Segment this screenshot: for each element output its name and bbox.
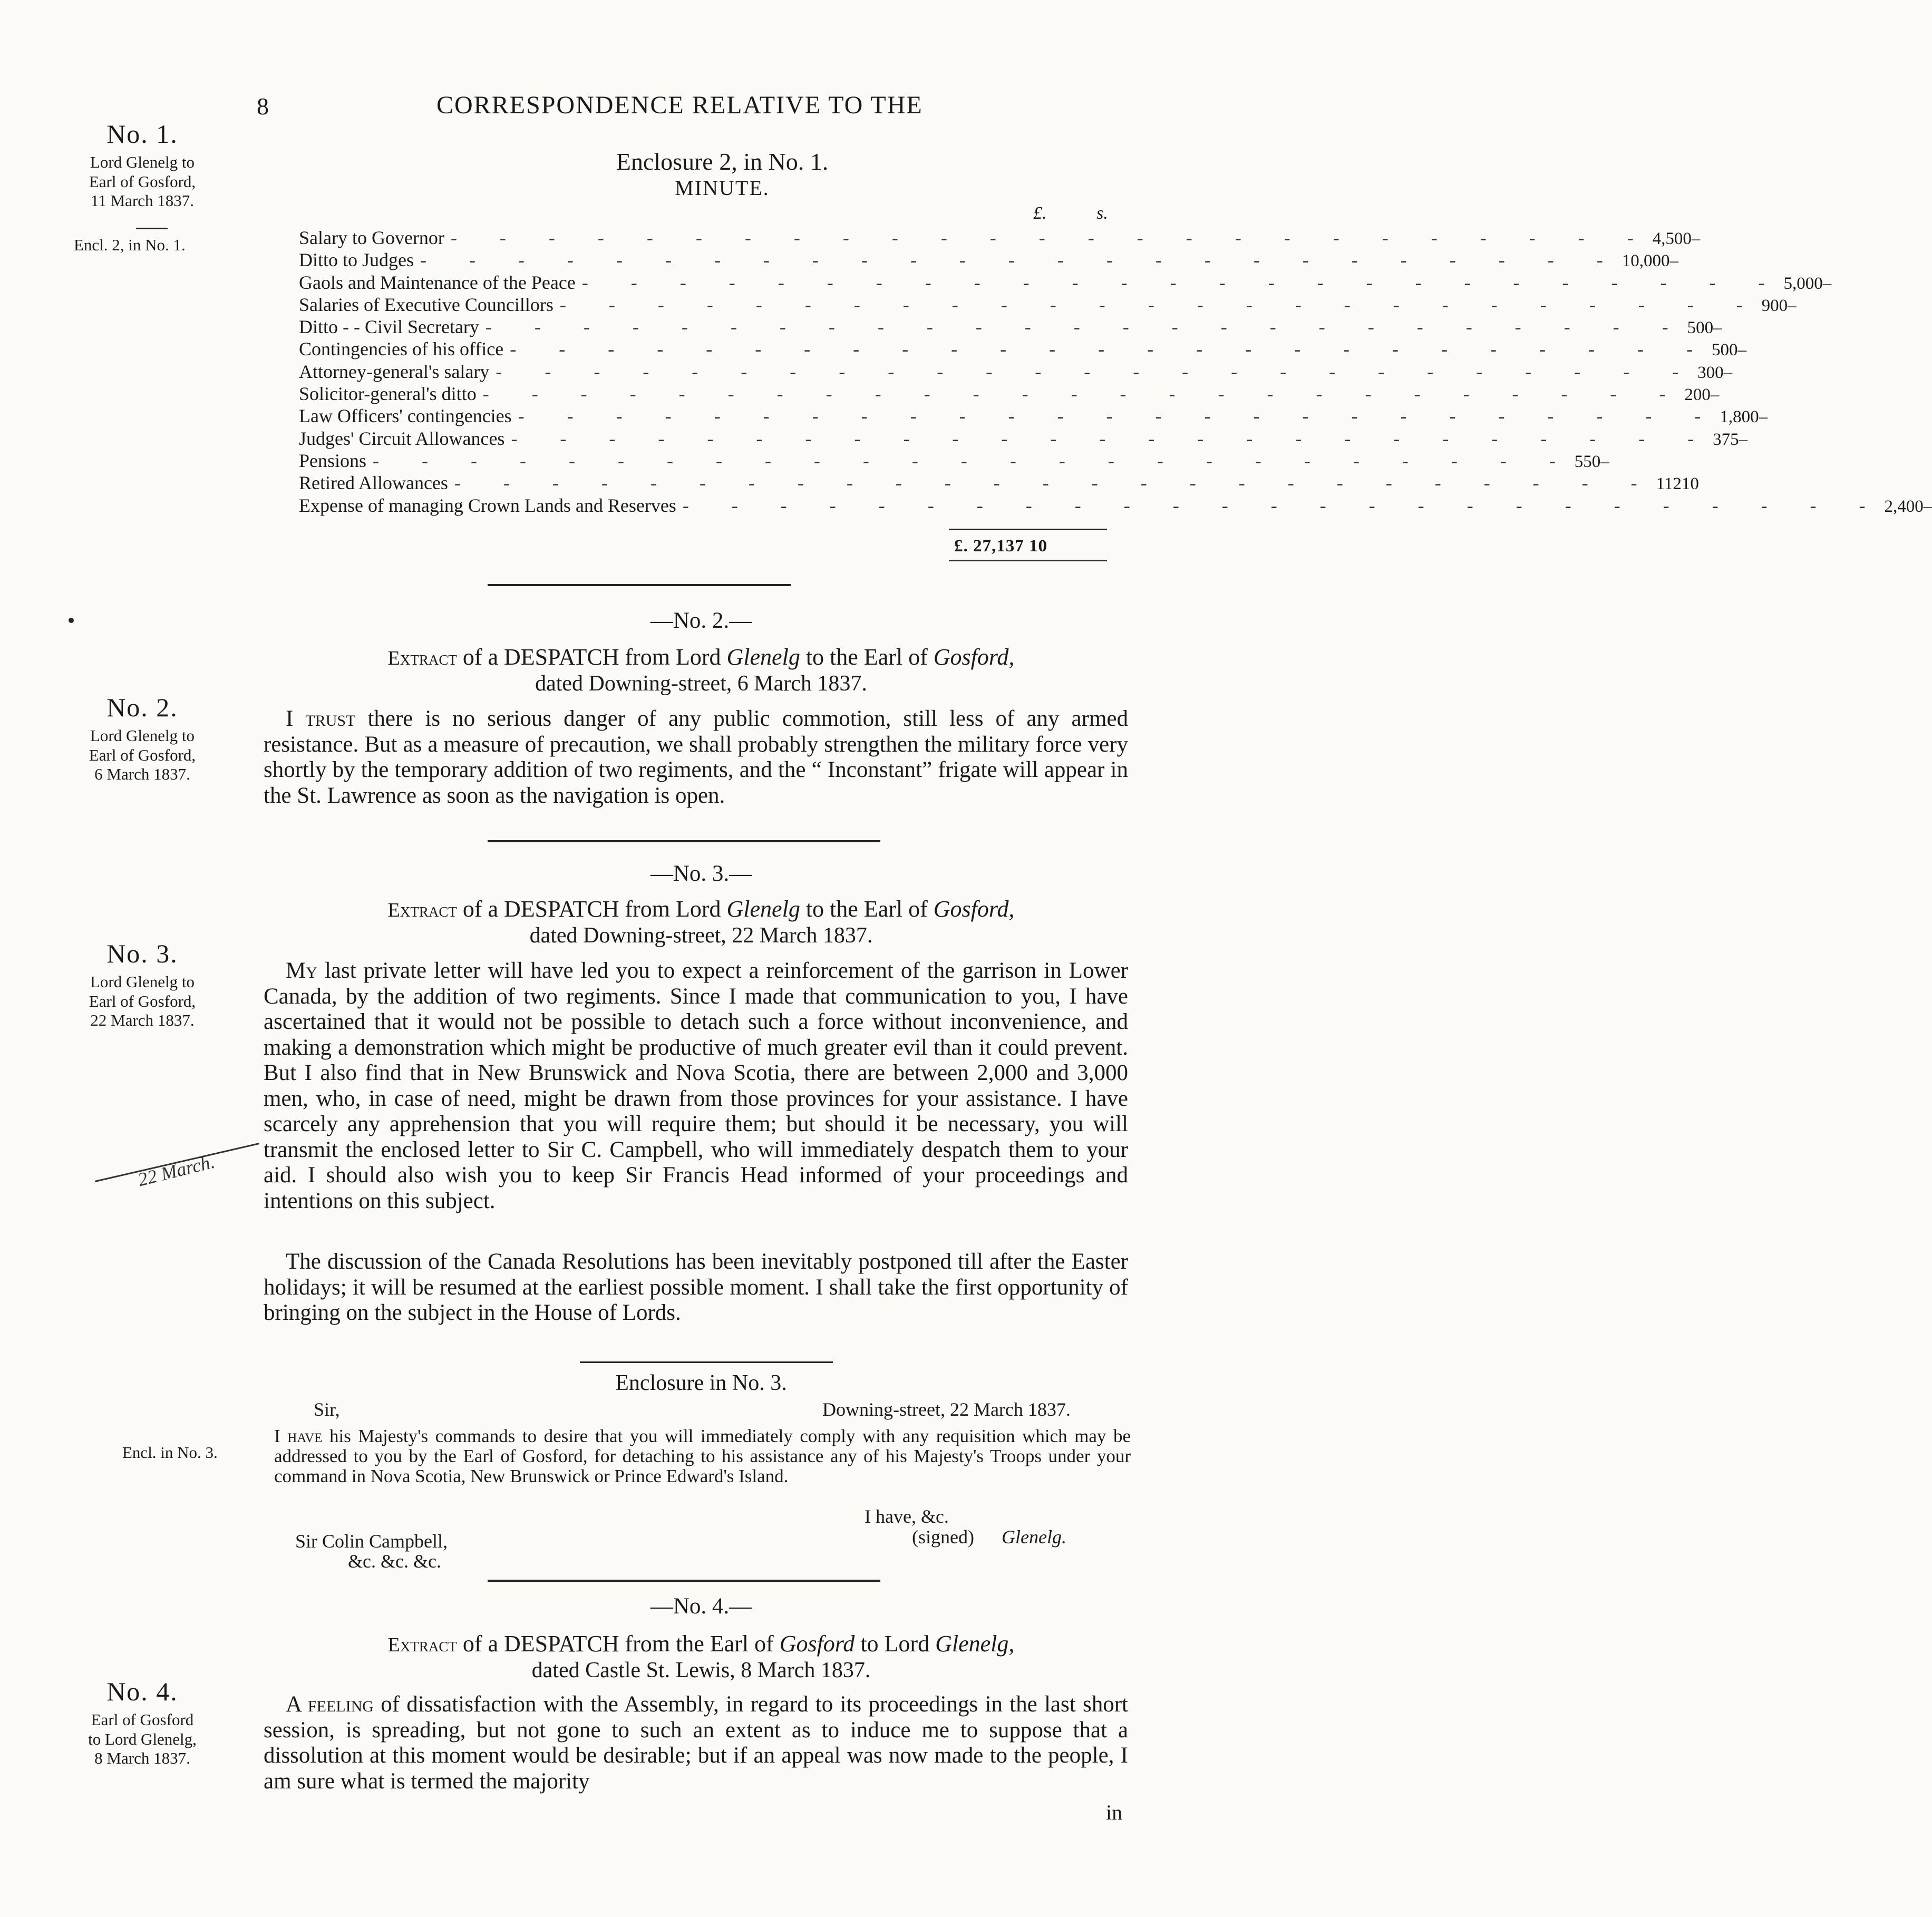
- row-amount: 500: [1687, 318, 1714, 338]
- margin-encl-no1: Encl. 2, in No. 1.: [74, 236, 186, 254]
- section-number: —No. 4.—: [650, 1594, 752, 1619]
- leader-dots: - - - - - - - - - - - - - - - - - - - - - - - - -: [581, 271, 1784, 293]
- addressee-etc: &c. &c. &c.: [348, 1551, 441, 1572]
- extract-word: Extract: [387, 899, 457, 921]
- row-amount: 1,800: [1720, 407, 1759, 427]
- paragraph-text: his Majesty's commands to desire that you will immediately comply with any requisition which may be addressed to you by the Earl of Gosford, for detaching to his assistance any of his Majesty's Troops under your command in Nova Scotia, New Brunswick or Prince Edward's Island.: [274, 1426, 1131, 1486]
- section-divider: [488, 1580, 880, 1582]
- heading-name: Glenelg: [726, 644, 800, 670]
- row-label: Ditto to Judges: [299, 249, 414, 271]
- row-label: Pensions: [299, 450, 367, 471]
- row-amount: 375: [1713, 430, 1739, 449]
- place-date: Downing-street, 22 March 1837.: [822, 1399, 1071, 1420]
- margin-note-no4: [47, 1676, 237, 1768]
- no4-heading: [264, 1593, 1139, 1683]
- row-amount: 300: [1697, 363, 1724, 382]
- leader-dots: - - - - - - - - - - - - - - - - - - - - - - - - -: [559, 294, 1762, 315]
- row-shillings: –: [1669, 251, 1678, 271]
- enclosure-2-heading: [285, 148, 1160, 200]
- paragraph-text: there is no serious danger of any public commotion, still less of any armed resistance. But as a measure of precaution, we shall probably strengthen the military force very shortly by the temporary addition of two regiments, and the “ Inconstant” frigate will appear in the St. Lawrence as soon as the navigation is open.: [264, 706, 1128, 808]
- first-word: A feeling: [286, 1692, 374, 1717]
- currency-shillings-header: s.: [1096, 203, 1108, 223]
- heading-part: to the Earl of: [800, 644, 934, 670]
- row-label: Salary to Governor: [299, 227, 444, 248]
- row-shillings: 10: [1681, 474, 1699, 494]
- signature: Glenelg.: [1002, 1526, 1066, 1548]
- row-shillings: –: [1691, 229, 1701, 248]
- row-label: Gaols and Maintenance of the Peace: [299, 271, 576, 293]
- margin-note-line: Lord Glenelg to: [90, 726, 195, 745]
- paragraph-text: The discussion of the Canada Resolutions has been inevitably postponed till after the Easter holidays; it will be resumed at the earliest possible moment. I shall take the first opportunity of bringing on the subject in the House of Lords.: [264, 1249, 1128, 1325]
- table-row: [299, 294, 1797, 316]
- margin-note-line: Lord Glenelg to: [90, 972, 195, 991]
- row-label: Expense of managing Crown Lands and Reserves: [299, 494, 676, 516]
- row-shillings: –: [1713, 318, 1722, 338]
- heading-name: Gosford: [779, 1631, 855, 1657]
- leader-dots: - - - - - - - - - - - - - - - - - - - - - - - - -: [682, 494, 1885, 516]
- first-word: I trust: [286, 706, 356, 731]
- no3-heading: [264, 861, 1139, 948]
- margin-note-line: 22 March 1837.: [90, 1011, 195, 1030]
- row-label: Retired Allowances: [299, 472, 448, 494]
- row-amount: 550: [1574, 452, 1601, 471]
- table-row: [299, 316, 1722, 338]
- table-row: [299, 472, 1699, 494]
- row-shillings: –: [1759, 407, 1768, 427]
- heading-name: Gosford,: [933, 644, 1015, 670]
- row-shillings: –: [1788, 296, 1797, 315]
- row-shillings: –: [1600, 452, 1609, 471]
- section-divider: [580, 1361, 833, 1363]
- leader-dots: - - - - - - - - - - - - - - - - - - - - - - - - -: [450, 227, 1653, 248]
- heading-part: to the Earl of: [800, 896, 934, 922]
- currency-pounds-header: £.: [1033, 203, 1047, 223]
- row-label: Law Officers' contingencies: [299, 405, 512, 427]
- catchword: in: [1106, 1801, 1123, 1824]
- extract-heading: [264, 896, 1139, 923]
- no2-body: [264, 706, 1128, 809]
- leader-dots: - - - - - - - - - - - - - - - - - - - - - - - - -: [511, 427, 1713, 449]
- margin-encl-no3: Encl. in No. 3.: [122, 1443, 218, 1462]
- row-label: Ditto - - Civil Secretary: [299, 316, 479, 338]
- extract-date: dated Castle St. Lewis, 8 March 1837.: [531, 1658, 871, 1682]
- table-row: [299, 227, 1701, 249]
- leader-dots: - - - - - - - - - - - - - - - - - - - - - - - - -: [420, 249, 1622, 271]
- row-amount: 112: [1656, 474, 1682, 494]
- extract-word: Extract: [387, 1634, 457, 1656]
- table-row: [299, 338, 1746, 360]
- margin-note-line: to Lord Glenelg,: [88, 1729, 197, 1748]
- first-word: I have: [274, 1426, 323, 1446]
- no2-heading: [264, 608, 1139, 696]
- margin-divider: [136, 228, 168, 229]
- margin-note-line: 11 March 1837.: [90, 191, 194, 210]
- row-amount: 5,000: [1783, 274, 1823, 293]
- table-total: £. 27,137 10: [954, 537, 1047, 556]
- table-row: [299, 494, 1932, 517]
- row-amount: 500: [1711, 340, 1738, 360]
- extract-date: dated Downing-street, 22 March 1837.: [529, 923, 873, 948]
- leader-dots: - - - - - - - - - - - - - - - - - - - - - - - - -: [496, 361, 1698, 382]
- table-row: [299, 361, 1733, 383]
- row-shillings: –: [1723, 363, 1733, 382]
- margin-note-no2: [47, 692, 237, 784]
- leader-dots: - - - - - - - - - - - - - - - - - - - - - - - - -: [485, 316, 1687, 338]
- margin-note-line: Earl of Gosford: [91, 1710, 194, 1729]
- page-number: 8: [257, 93, 269, 120]
- first-word: My: [286, 958, 317, 983]
- no4-body: [264, 1692, 1128, 1794]
- total-rule: [949, 529, 1107, 530]
- margin-note-line: Lord Glenelg to: [90, 153, 195, 171]
- table-row: [299, 450, 1609, 472]
- margin-note-line: Earl of Gosford,: [89, 172, 196, 191]
- row-shillings: –: [1710, 385, 1720, 405]
- row-shillings: –: [1737, 340, 1746, 360]
- leader-dots: - - - - - - - - - - - - - - - - - - - - - - - - -: [454, 472, 1656, 494]
- leader-dots: - - - - - - - - - - - - - - - - - - - - - - - - -: [518, 405, 1720, 427]
- margin-note-line: Earl of Gosford,: [89, 745, 196, 764]
- row-amount: 900: [1761, 296, 1788, 315]
- margin-note-title: No. 2.: [106, 693, 178, 722]
- section-divider: [488, 584, 791, 586]
- leader-dots: - - - - - - - - - - - - - - - - - - - - - - - - -: [510, 338, 1712, 360]
- heading-name: Glenelg: [726, 896, 800, 922]
- enclosure-title: Enclosure 2, in No. 1.: [616, 148, 829, 175]
- extract-word: Extract: [387, 647, 457, 669]
- row-label: Judges' Circuit Allowances: [299, 427, 505, 449]
- margin-note-no3: [47, 938, 237, 1030]
- row-amount: 10,000: [1622, 251, 1670, 271]
- table-row: [299, 427, 1748, 450]
- leader-dots: - - - - - - - - - - - - - - - - - - - - - - - - -: [373, 450, 1575, 471]
- no3-body: [264, 958, 1128, 1214]
- extract-heading: [264, 1631, 1139, 1658]
- encl3-body: [274, 1426, 1131, 1486]
- heading-part: to Lord: [855, 1631, 936, 1657]
- heading-part: of a DESPATCH from Lord: [457, 644, 727, 670]
- heading-name: Glenelg,: [935, 1631, 1015, 1657]
- table-row: [299, 271, 1832, 294]
- table-row: [299, 249, 1678, 271]
- running-title: CORRESPONDENCE RELATIVE TO THE: [436, 91, 923, 119]
- row-amount: 4,500: [1652, 229, 1692, 248]
- row-label: Salaries of Executive Councillors: [299, 294, 554, 315]
- minute-title: MINUTE.: [675, 176, 770, 200]
- section-number: —No. 3.—: [650, 861, 752, 886]
- margin-note-title: No. 3.: [106, 939, 178, 968]
- row-shillings: –: [1739, 430, 1748, 449]
- row-amount: 2,400: [1884, 497, 1924, 516]
- row-label: Contingencies of his office: [299, 338, 504, 360]
- paragraph-text: last private letter will have led you to expect a reinforcement of the garrison in Lower Canada, by the addition of two regiments. Since I made that communication to you, I have ascertained that it would not be possible to detach such a force without inconvenience, and making a demonstration which might be productive of much greater evil than it could prevent. But I also find that in New Brunswick and Nova Scotia, there are between 2,000 and 3,000 men, who, in case of need, might be drawn from those provinces for your assistance. I have scarcely any apprehension that you will require them; but should it be necessary, you will transmit the enclosed letter to Sir C. Campbell, who will immediately despatch them to your aid. I should also wish you to keep Sir Francis Head informed of your proceedings and intentions on this subject.: [264, 958, 1128, 1213]
- margin-note-line: 6 March 1837.: [94, 765, 190, 784]
- heading-part: of a DESPATCH from Lord: [457, 896, 727, 922]
- closing: I have, &c.: [865, 1506, 949, 1527]
- margin-note-line: 8 March 1837.: [94, 1749, 190, 1768]
- paragraph-text: of dissatisfaction with the Assembly, in regard to its proceedings in the last short session, is spreading, but not gone to such an extent as to induce me to suppose that a dissolution at this moment would be desirable; but if an appeal was now made to the people, I am sure what is termed the majority: [264, 1692, 1128, 1794]
- enclosure-3-heading: [527, 1370, 875, 1396]
- margin-note-title: No. 4.: [106, 1677, 178, 1706]
- row-shillings: –: [1923, 497, 1932, 516]
- extract-heading: [264, 644, 1139, 671]
- table-row: [299, 383, 1720, 405]
- enclosure-title: Enclosure in No. 3.: [615, 1371, 787, 1395]
- margin-note-no1: [47, 119, 237, 211]
- row-label: Solicitor-general's ditto: [299, 383, 477, 405]
- salutation: Sir,: [314, 1399, 340, 1420]
- section-number: —No. 2.—: [650, 608, 752, 633]
- leader-dots: - - - - - - - - - - - - - - - - - - - - - - - - -: [482, 383, 1685, 405]
- addressee: Sir Colin Campbell,: [295, 1531, 448, 1552]
- ink-mark: [69, 618, 74, 623]
- table-row: [299, 405, 1768, 427]
- minute-table: [299, 227, 1932, 517]
- row-shillings: –: [1822, 274, 1832, 293]
- extract-date: dated Downing-street, 6 March 1837.: [535, 671, 867, 696]
- heading-name: Gosford,: [933, 896, 1015, 922]
- row-amount: 200: [1684, 385, 1711, 405]
- total-underline: [949, 560, 1107, 561]
- row-label: Attorney-general's salary: [299, 361, 490, 382]
- margin-note-line: Earl of Gosford,: [89, 991, 196, 1010]
- no3-body-2: [264, 1249, 1128, 1326]
- margin-note-title: No. 1.: [106, 119, 178, 149]
- signed-label: (signed): [912, 1526, 974, 1548]
- heading-part: of a DESPATCH from the Earl of: [457, 1631, 780, 1657]
- section-divider: [488, 840, 880, 842]
- handwritten-margin-note: 22 March.: [135, 1151, 217, 1191]
